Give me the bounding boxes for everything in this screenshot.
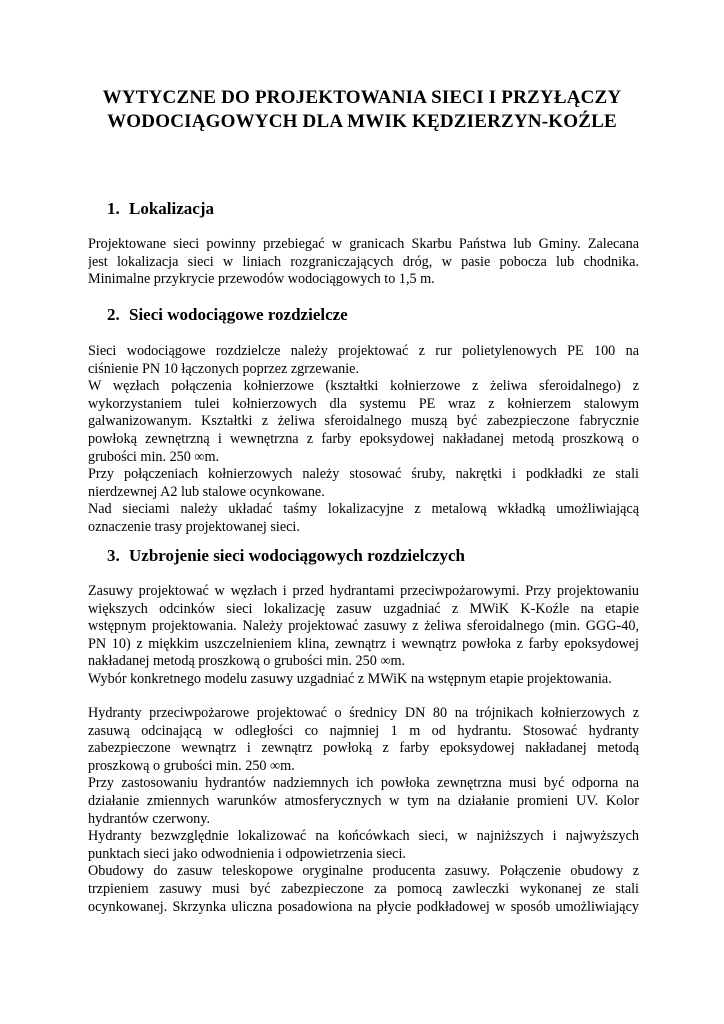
text-line: Projektowane sieci powinny przebiegać w granicach Skarbu Państwa lub Gminy. Zalecana: [88, 236, 639, 252]
title-line: WODOCIĄGOWYCH DLA MWIK KĘDZIERZYN-KOŹLE: [107, 111, 617, 132]
text-line: Hydranty bezwzględnie lokalizować na końcówkach sieci, w najniższych i najwyższych: [88, 828, 639, 845]
section-number: 1.: [107, 199, 120, 218]
text-line: grubości min. 250 ∞m.: [88, 448, 220, 465]
text-line: ciśnienie PN 10 łączonych poprzez zgrzewanie.: [88, 360, 360, 377]
paragraph: [88, 705, 639, 916]
text-line: większych odcinków sieci lokalizację zasuw uzgadniać z MWiK K-Koźle na etapie: [88, 600, 639, 617]
title-line: WYTYCZNE DO PROJEKTOWANIA SIECI I PRZYŁĄCZY: [102, 87, 622, 108]
section-title: Uzbrojenie sieci wodociągowych rozdzielczych: [129, 546, 465, 565]
text-line: hydrantów czerwony.: [88, 810, 210, 827]
section-number: 3.: [107, 546, 120, 565]
paragraph: [88, 583, 639, 689]
text-line: nierdzewnej A2 lub stalowe ocynkowane.: [88, 483, 325, 500]
section-title: Sieci wodociągowe rozdzielcze: [129, 305, 348, 324]
paragraph: [88, 343, 639, 537]
text-line: galwanizowanym. Kształtki z żeliwa sferoidalnego muszą być zabezpieczone fabrycznie: [88, 413, 639, 430]
text-line: trzpieniem zasuwy musi być zabezpieczone za pomocą zawleczki wykonanej ze stali: [88, 880, 639, 897]
text-line: Minimalne przykrycie przewodów wodociągowych to 1,5 m.: [88, 271, 435, 288]
text-line: zasuwą odcinającą w odległości co najmniej 1 m od hydrantu. Stosować hydranty: [88, 722, 639, 739]
text-line: Wybór konkretnego modelu zasuwy uzgadniać z MWiK na wstępnym etapie projektowania.: [88, 670, 612, 687]
text-line: Zasuwy projektować w węzłach i przed hydrantami przeciwpożarowymi. Przy projektowaniu: [88, 583, 639, 599]
text-line: wstępnym projektowania. Należy projektować zasuwy z żeliwa sferoidalnego (min. GGG-40,: [88, 618, 639, 635]
text-line: Przy zastosowaniu hydrantów nadziemnych ich powłoka zewnętrzna musi być odporna na: [88, 775, 639, 792]
text-line: punktach sieci jako odwodnienia i odpowietrzenia sieci.: [88, 845, 406, 862]
section-heading: [107, 546, 465, 566]
text-line: działanie zmiennych warunków atmosferycznych w tym na działanie promieni UV. Kolor: [88, 792, 639, 809]
text-line: Przy połączeniach kołnierzowych należy stosować śruby, nakrętki i podkładki ze stali: [88, 466, 639, 483]
text-line: powłoką zewnętrzną i wewnętrzna z farby epoksydowej nakładanej metodą proszkową o: [88, 430, 639, 447]
text-line: zabezpieczone wewnątrz i zewnątrz powłoką z farby epoksydowej nakładanej metodą: [88, 740, 639, 757]
text-line: ocynkowanej. Skrzynka uliczna posadowiona na płycie podkładowej w sposób umożliwiający: [88, 898, 639, 915]
text-line: W węzłach połączenia kołnierzowe (kształtki kołnierzowe z żeliwa sferoidalnego) z: [88, 378, 639, 395]
section-heading: [107, 199, 214, 219]
text-line: nakładanej metodą proszkową o grubości min. 250 ∞m.: [88, 653, 406, 670]
text-line: Sieci wodociągowe rozdzielcze należy projektować z rur polietylenowych PE 100 na: [88, 343, 639, 359]
text-line: Nad sieciami należy układać taśmy lokalizacyjne z metalową wkładką umożliwiającą: [88, 501, 639, 518]
paragraph: [88, 236, 639, 289]
section-heading: [107, 305, 348, 325]
text-line: PN 10) z miękkim uszczelnieniem klina, zewnątrz i wewnątrz powłoka z farby epoksydowej: [88, 635, 639, 652]
text-line: wykorzystaniem tulei kołnierzowych dla systemu PE wraz z kołnierzem stalowym: [88, 395, 639, 412]
text-line: Hydranty przeciwpożarowe projektować o średnicy DN 80 na trójnikach kołnierzowych z: [88, 705, 639, 721]
text-line: proszkową o grubości min. 250 ∞m.: [88, 757, 295, 774]
text-line: oznaczenie trasy projektowanej sieci.: [88, 518, 300, 535]
text-line: Obudowy do zasuw teleskopowe oryginalne producenta zasuwy. Połączenie obudowy z: [88, 863, 639, 880]
section-number: 2.: [107, 305, 120, 324]
document-title: [60, 86, 664, 134]
text-line: jest lokalizacja sieci w liniach rozgraniczających dróg, w pasie pobocza lub chodnika.: [88, 253, 639, 270]
section-title: Lokalizacja: [129, 199, 214, 218]
